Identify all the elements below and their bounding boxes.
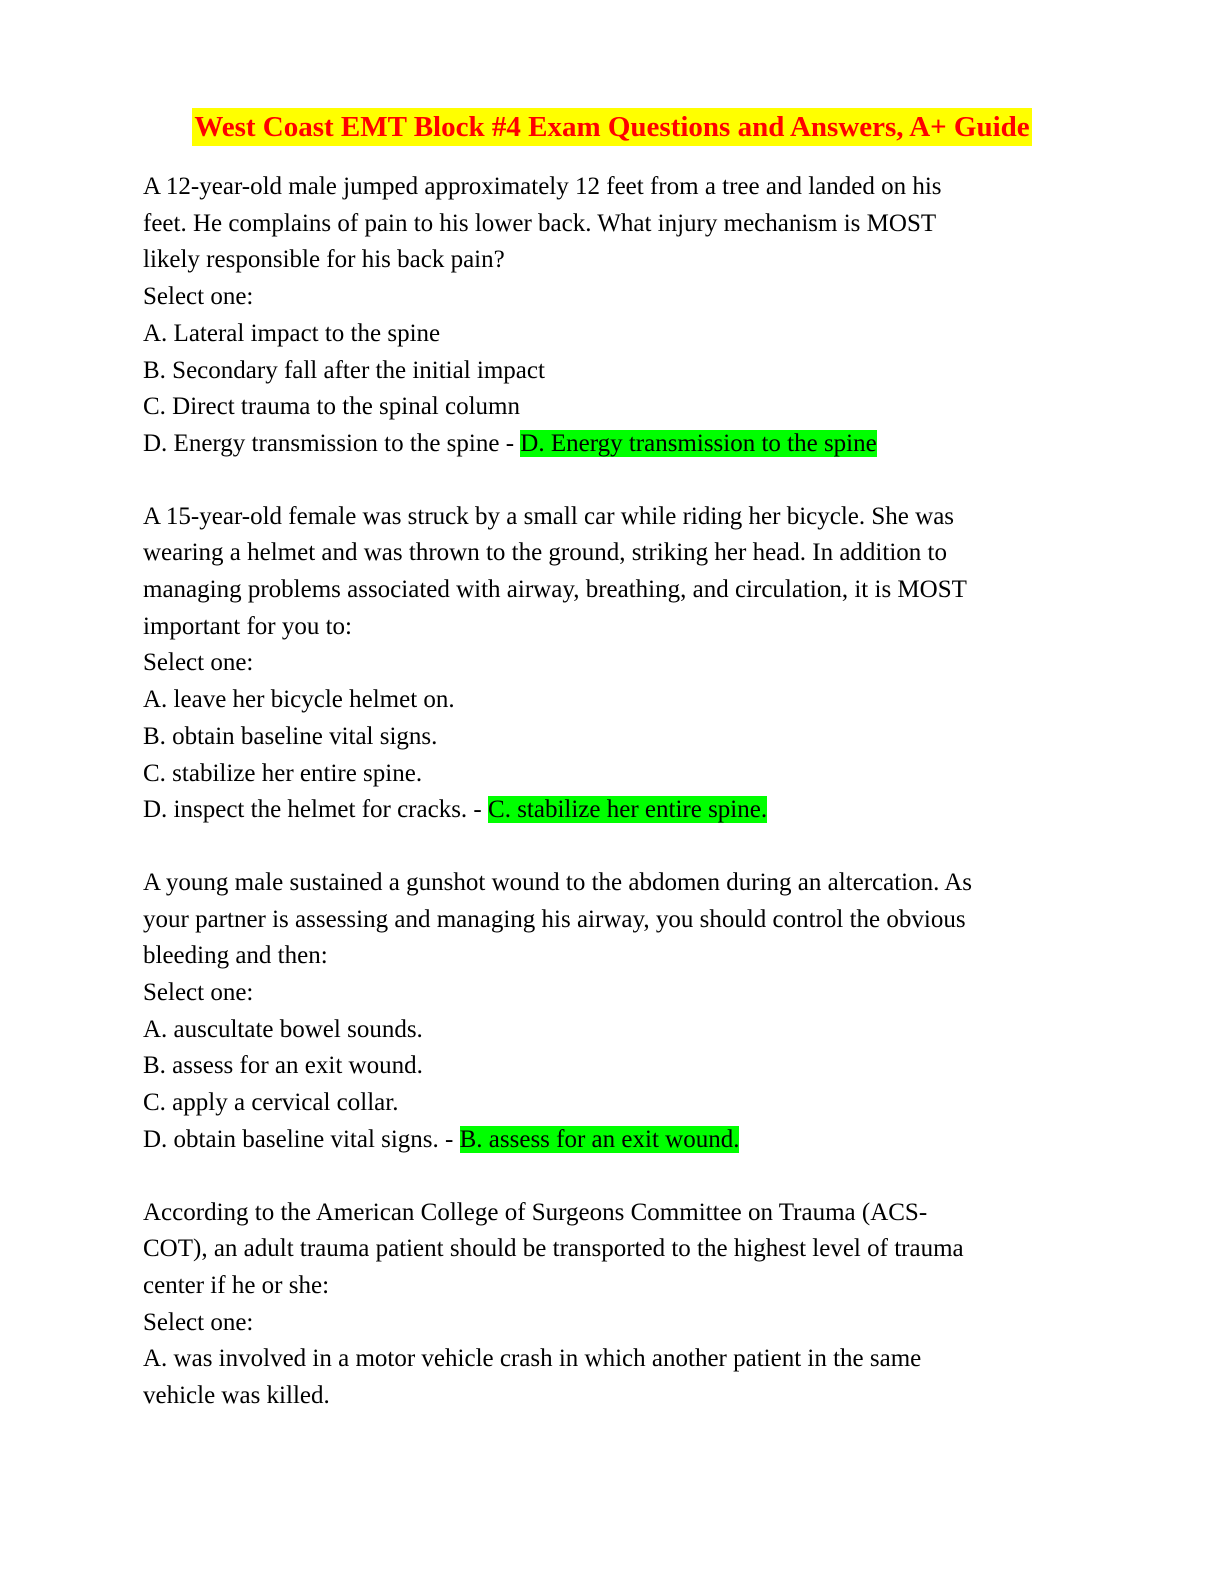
document-page — [143, 108, 1083, 1451]
question-4 — [143, 1195, 1083, 1415]
question-stem-line: wearing a helmet and was thrown to the ground, striking her head. In addition to — [143, 539, 947, 567]
highlighted-answer: C. stabilize her entire spine. — [488, 796, 768, 824]
select-one-label: Select one: — [143, 283, 254, 311]
question-stem-line: center if he or she: — [143, 1271, 330, 1299]
question-stem-line: COT), an adult trauma patient should be transported to the highest level of trauma — [143, 1235, 964, 1263]
option-a: A. Lateral impact to the spine — [143, 319, 441, 347]
question-stem-line: A 15-year-old female was struck by a small car while riding her bicycle. She was — [143, 502, 955, 530]
question-3 — [143, 865, 1083, 1159]
option-d-text: D. Energy transmission to the spine - — [143, 429, 521, 457]
option-b: B. obtain baseline vital signs. — [143, 722, 438, 750]
highlighted-answer: B. assess for an exit wound. — [459, 1125, 740, 1153]
select-one-label: Select one: — [143, 1308, 254, 1336]
option-b: B. Secondary fall after the initial impact — [143, 356, 545, 384]
question-stem-line: important for you to: — [143, 612, 352, 640]
option-a: A. auscultate bowel sounds. — [143, 1015, 423, 1043]
option-b: B. assess for an exit wound. — [143, 1052, 423, 1080]
option-a: A. was involved in a motor vehicle crash in which another patient in the same — [143, 1345, 922, 1373]
question-2 — [143, 499, 1083, 829]
option-a: A. leave her bicycle helmet on. — [143, 686, 455, 714]
question-stem-line: According to the American College of Surgeons Committee on Trauma (ACS- — [143, 1198, 928, 1226]
select-one-label: Select one: — [143, 979, 254, 1007]
questions-list — [143, 169, 1083, 1415]
option-d — [143, 426, 1083, 463]
option-c: C. Direct trauma to the spinal column — [143, 393, 520, 421]
question-stem-line: your partner is assessing and managing his airway, you should control the obvious — [143, 905, 966, 933]
option-a-continued: vehicle was killed. — [143, 1382, 330, 1410]
document-title: West Coast EMT Block #4 Exam Questions and Answers, A+ Guide — [192, 108, 1031, 146]
question-stem-line: managing problems associated with airway, breathing, and circulation, it is MOST — [143, 576, 967, 604]
question-stem-line: likely responsible for his back pain? — [143, 246, 505, 274]
question-stem-line: A young male sustained a gunshot wound to the abdomen during an altercation. As — [143, 868, 973, 896]
highlighted-answer: D. Energy transmission to the spine — [520, 429, 877, 457]
question-1 — [143, 169, 1083, 463]
option-c: C. apply a cervical collar. — [143, 1089, 399, 1117]
option-d-text: D. inspect the helmet for cracks. - — [143, 796, 489, 824]
question-stem-line: feet. He complains of pain to his lower back. What injury mechanism is MOST — [143, 209, 937, 237]
option-d — [143, 1122, 1083, 1159]
question-stem-line: bleeding and then: — [143, 942, 328, 970]
option-d — [143, 792, 1083, 829]
option-d-text: D. obtain baseline vital signs. - — [143, 1125, 460, 1153]
select-one-label: Select one: — [143, 649, 254, 677]
option-c: C. stabilize her entire spine. — [143, 759, 423, 787]
question-stem-line: A 12-year-old male jumped approximately 12 feet from a tree and landed on his — [143, 173, 942, 200]
title-container — [0, 108, 1224, 148]
